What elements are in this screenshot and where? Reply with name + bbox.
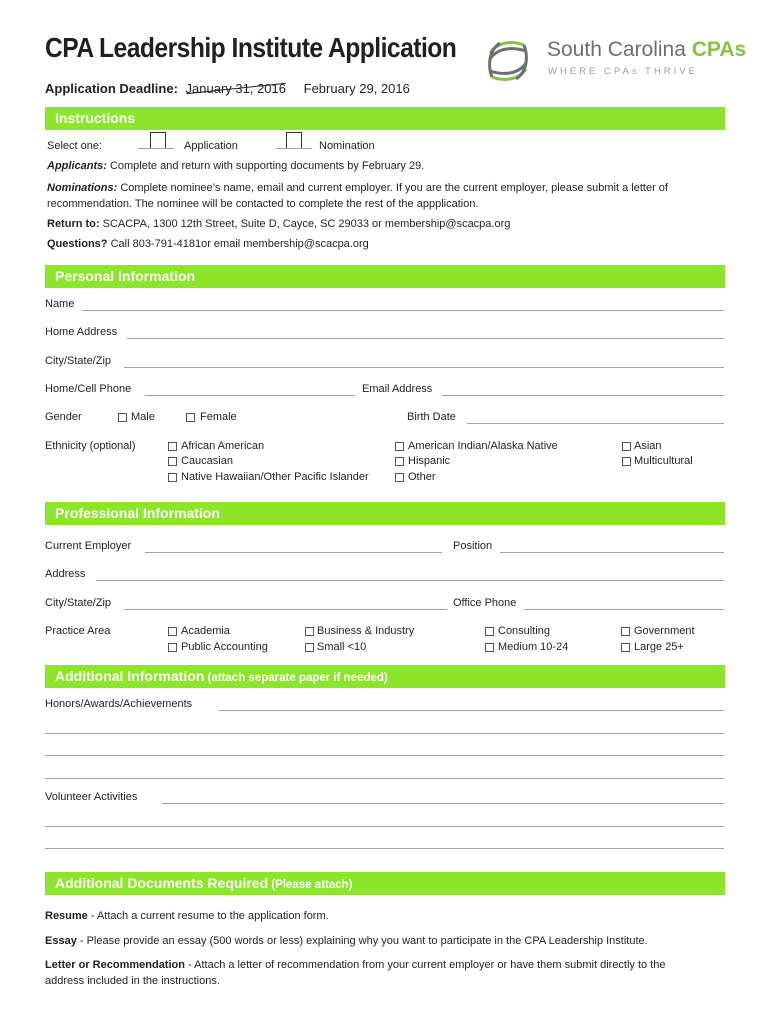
african-american-checkbox[interactable] — [168, 442, 177, 451]
applicants-label: Applicants: — [47, 160, 107, 172]
work-address-field[interactable] — [96, 580, 724, 581]
small-firm-label: Small <10 — [317, 641, 367, 653]
personal-information-header: Personal Information — [45, 265, 725, 288]
brand-name-text: South Carolina — [547, 38, 692, 61]
essay-label: Essay — [45, 935, 77, 947]
medium-firm-label: Medium 10-24 — [498, 641, 569, 653]
page-title: CPA Leadership Institute Application — [45, 32, 457, 63]
consulting-label: Consulting — [498, 625, 550, 637]
volunteer-field-line-2[interactable] — [45, 826, 724, 827]
additional-information-subtitle: (attach separate paper if needed) — [204, 672, 388, 684]
volunteer-field-line-3[interactable] — [45, 848, 724, 849]
additional-documents-header — [45, 872, 725, 895]
medium-firm-checkbox[interactable] — [485, 643, 494, 652]
return-text: SCACPA, 1300 12th Street, Suite D, Cayce, SC 29033 or membership@scacpa.org — [99, 218, 511, 230]
work-city-state-zip-label: City/State/Zip — [45, 597, 112, 609]
current-employer-label: Current Employer — [45, 540, 132, 552]
nomination-checkbox-underline — [276, 148, 312, 149]
asian-checkbox[interactable] — [622, 442, 631, 451]
home-address-field[interactable] — [127, 338, 724, 339]
female-label: Female — [200, 411, 237, 423]
email-field[interactable] — [442, 395, 724, 396]
return-label: Return to: — [47, 218, 100, 230]
work-address-label: Address — [45, 568, 86, 580]
honors-label: Honors/Awards/Achievements — [45, 698, 193, 710]
new-deadline-date: February 29, 2016 — [303, 81, 410, 96]
birth-date-field[interactable] — [467, 423, 724, 424]
public-accounting-label: Public Accounting — [181, 641, 268, 653]
office-phone-label: Office Phone — [453, 597, 517, 609]
city-state-zip-label: City/State/Zip — [45, 355, 112, 367]
ethnicity-label: Ethnicity (optional) — [45, 440, 136, 452]
application-option-label: Application — [184, 140, 238, 152]
applicants-instruction — [47, 158, 737, 174]
work-city-state-zip-field[interactable] — [124, 609, 447, 610]
other-ethnicity-label: Other — [408, 471, 436, 483]
email-label: Email Address — [362, 383, 433, 395]
scacpa-logo-icon — [484, 37, 532, 85]
additional-information-title: Additional Information — [55, 668, 205, 684]
name-field[interactable] — [82, 310, 724, 311]
phone-field[interactable] — [145, 395, 355, 396]
name-label: Name — [45, 298, 75, 310]
volunteer-field[interactable] — [162, 803, 724, 804]
volunteer-label: Volunteer Activities — [45, 791, 138, 803]
large-firm-checkbox[interactable] — [621, 643, 630, 652]
american-indian-label: American Indian/Alaska Native — [408, 440, 558, 452]
male-label: Male — [131, 411, 155, 423]
honors-field-line-4[interactable] — [45, 778, 724, 779]
multicultural-label: Multicultural — [634, 455, 693, 467]
nomination-checkbox[interactable] — [286, 132, 302, 148]
select-one-label: Select one: — [47, 140, 103, 152]
nomination-option-label: Nomination — [319, 140, 375, 152]
application-checkbox-underline — [138, 148, 174, 149]
home-address-label: Home Address — [45, 326, 118, 338]
additional-information-header — [45, 665, 725, 688]
questions-text: Call 803-791-4181or email membership@scacpa.org — [107, 238, 369, 250]
academia-label: Academia — [181, 625, 230, 637]
city-state-zip-field[interactable] — [124, 367, 724, 368]
small-firm-checkbox[interactable] — [305, 643, 314, 652]
honors-field-line-3[interactable] — [45, 755, 724, 756]
hispanic-label: Hispanic — [408, 455, 451, 467]
questions-label: Questions? — [47, 238, 108, 250]
old-deadline-date: January 31, 2016 — [185, 81, 286, 96]
caucasian-checkbox[interactable] — [168, 457, 177, 466]
government-checkbox[interactable] — [621, 627, 630, 636]
native-hawaiian-label: Native Hawaiian/Other Pacific Islander — [181, 471, 369, 483]
deadline-label: Application Deadline: — [45, 81, 178, 96]
application-checkbox[interactable] — [150, 132, 166, 148]
resume-requirement — [45, 908, 735, 924]
honors-field[interactable] — [219, 710, 724, 711]
nominations-text-2: recommendation. The nominee will be contacted to complete the rest of the appplication. — [47, 198, 479, 210]
caucasian-label: Caucasian — [181, 455, 233, 467]
position-field[interactable] — [500, 552, 724, 553]
female-checkbox[interactable] — [186, 413, 195, 422]
public-accounting-checkbox[interactable] — [168, 643, 177, 652]
practice-area-label: Practice Area — [45, 625, 111, 637]
questions-instruction — [47, 236, 737, 252]
essay-requirement — [45, 933, 735, 949]
letter-text-2: address included in the instructions. — [45, 975, 220, 987]
letter-text-1: - Attach a letter of recommendation from your current employer or have them submit directly to the — [184, 959, 666, 971]
consulting-checkbox[interactable] — [485, 627, 494, 636]
american-indian-checkbox[interactable] — [395, 442, 404, 451]
position-label: Position — [453, 540, 493, 552]
office-phone-field[interactable] — [524, 609, 724, 610]
african-american-label: African American — [181, 440, 265, 452]
nominations-label: Nominations: — [47, 182, 118, 194]
multicultural-checkbox[interactable] — [622, 457, 631, 466]
business-industry-checkbox[interactable] — [305, 627, 314, 636]
birth-date-label: Birth Date — [407, 411, 456, 423]
male-checkbox[interactable] — [118, 413, 127, 422]
additional-documents-title: Additional Documents Required — [55, 875, 269, 891]
professional-information-header: Professional Information — [45, 502, 725, 525]
nominations-text-1: Complete nominee’s name, email and current employer. If you are the current employer, please submit a letter of — [117, 182, 668, 194]
hispanic-checkbox[interactable] — [395, 457, 404, 466]
phone-label: Home/Cell Phone — [45, 383, 132, 395]
asian-label: Asian — [634, 440, 662, 452]
additional-documents-subtitle: (Please attach) — [268, 879, 353, 891]
brand-name — [547, 38, 746, 62]
brand-tagline: WHERE CPAs THRIVE — [548, 66, 698, 77]
other-ethnicity-checkbox[interactable] — [395, 473, 404, 482]
government-label: Government — [634, 625, 695, 637]
native-hawaiian-checkbox[interactable] — [168, 473, 177, 482]
return-instruction — [47, 216, 737, 232]
resume-text: - Attach a current resume to the application form. — [87, 910, 329, 922]
current-employer-field[interactable] — [145, 552, 442, 553]
business-industry-label: Business & Industry — [317, 625, 415, 637]
honors-field-line-2[interactable] — [45, 733, 724, 734]
gender-label: Gender — [45, 411, 82, 423]
essay-text: - Please provide an essay (500 words or less) explaining why you want to participate in the CPA Leadership Institute. — [76, 935, 648, 947]
large-firm-label: Large 25+ — [634, 641, 684, 653]
resume-label: Resume — [45, 910, 88, 922]
letter-label: Letter or Recommendation — [45, 959, 185, 971]
brand-cpas: CPAs — [691, 38, 747, 61]
application-deadline — [45, 81, 410, 96]
instructions-header: Instructions — [45, 107, 725, 130]
letter-requirement — [45, 957, 735, 989]
academia-checkbox[interactable] — [168, 627, 177, 636]
nominations-instruction — [47, 180, 737, 212]
applicants-text: Complete and return with supporting documents by February 29. — [106, 160, 425, 172]
